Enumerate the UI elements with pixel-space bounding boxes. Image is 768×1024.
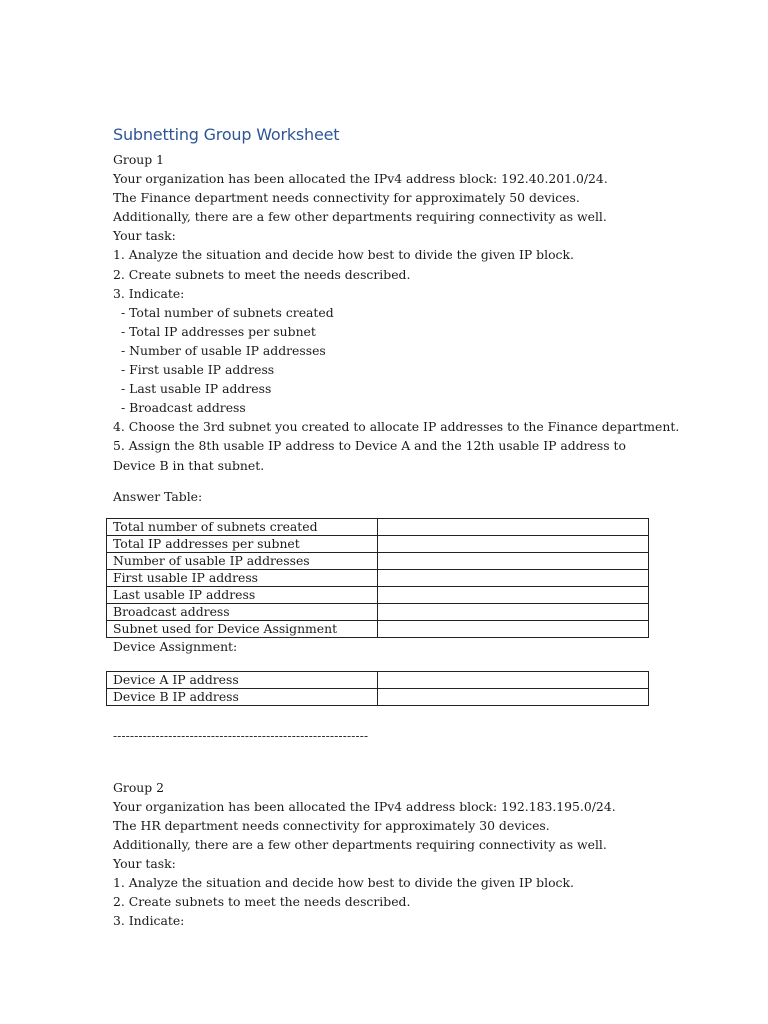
row-label: Number of usable IP addresses: [107, 552, 378, 569]
answer-cell[interactable]: [378, 518, 649, 535]
table-row: [107, 671, 649, 688]
answer-cell[interactable]: [378, 688, 649, 705]
row-label: First usable IP address: [107, 569, 378, 586]
answer-cell[interactable]: [378, 603, 649, 620]
answer-cell[interactable]: [378, 535, 649, 552]
task-step: 1. Analyze the situation and decide how best to divide the given IP block.: [113, 875, 574, 891]
task-step: 3. Indicate:: [113, 913, 185, 929]
indicate-item: - Number of usable IP addresses: [121, 342, 326, 358]
table-row: [107, 688, 649, 705]
indicate-item: - Total IP addresses per subnet: [121, 323, 316, 339]
table-row: [107, 552, 649, 569]
table-row: [107, 620, 649, 637]
device-table: [106, 671, 649, 706]
answer-cell[interactable]: [378, 586, 649, 603]
task-step: 2. Create subnets to meet the needs described.: [113, 266, 411, 282]
table-row: [107, 586, 649, 603]
page-title: Subnetting Group Worksheet: [113, 125, 340, 144]
row-label: Last usable IP address: [107, 586, 378, 603]
table-row: [107, 518, 649, 535]
table-row: [107, 569, 649, 586]
intro-line: The HR department needs connectivity for approximately 30 devices.: [113, 817, 550, 833]
table-row: [107, 603, 649, 620]
row-label: Total IP addresses per subnet: [107, 535, 378, 552]
section-divider: ------------------------------------------------------------: [113, 728, 369, 743]
answer-table-label: Answer Table:: [113, 488, 203, 504]
row-label: Total number of subnets created: [107, 518, 378, 535]
task-step: 5. Assign the 8th usable IP address to Device A and the 12th usable IP address to Device B in that subnet.: [113, 438, 626, 473]
row-label: Device A IP address: [107, 671, 378, 688]
intro-line: Additionally, there are a few other departments requiring connectivity as well.: [113, 209, 607, 225]
intro-line: Your task:: [113, 856, 176, 872]
task-step: 1. Analyze the situation and decide how best to divide the given IP block.: [113, 247, 574, 263]
task-step: 2. Create subnets to meet the needs described.: [113, 894, 411, 910]
intro-line: Your task:: [113, 228, 176, 244]
indicate-item: - Broadcast address: [121, 400, 246, 416]
worksheet-page: [113, 124, 680, 930]
task-step: 4. Choose the 3rd subnet you created to allocate IP addresses to the Finance department.: [113, 419, 680, 435]
intro-line: Additionally, there are a few other departments requiring connectivity as well.: [113, 836, 607, 852]
group-heading: Group 2: [113, 779, 165, 795]
group-1-section: [113, 150, 680, 706]
intro-line: Your organization has been allocated the IPv4 address block: 192.40.201.0/24.: [113, 171, 608, 187]
intro-line: The Finance department needs connectivity for approximately 50 devices.: [113, 190, 580, 206]
answer-cell[interactable]: [378, 552, 649, 569]
task-step: 3. Indicate:: [113, 285, 185, 301]
row-label: Broadcast address: [107, 603, 378, 620]
row-label: Device B IP address: [107, 688, 378, 705]
device-assignment-label: Device Assignment:: [113, 638, 238, 654]
answer-cell[interactable]: [378, 569, 649, 586]
row-label: Subnet used for Device Assignment: [107, 620, 378, 637]
answer-cell[interactable]: [378, 671, 649, 688]
intro-line: Your organization has been allocated the IPv4 address block: 192.183.195.0/24.: [113, 798, 616, 814]
table-row: [107, 535, 649, 552]
indicate-item: - First usable IP address: [121, 362, 275, 378]
indicate-item: - Total number of subnets created: [121, 304, 334, 320]
group-2-section: [113, 778, 658, 931]
indicate-item: - Last usable IP address: [121, 381, 272, 397]
answer-cell[interactable]: [378, 620, 649, 637]
answer-table: [106, 518, 649, 638]
group-heading: Group 1: [113, 152, 165, 167]
